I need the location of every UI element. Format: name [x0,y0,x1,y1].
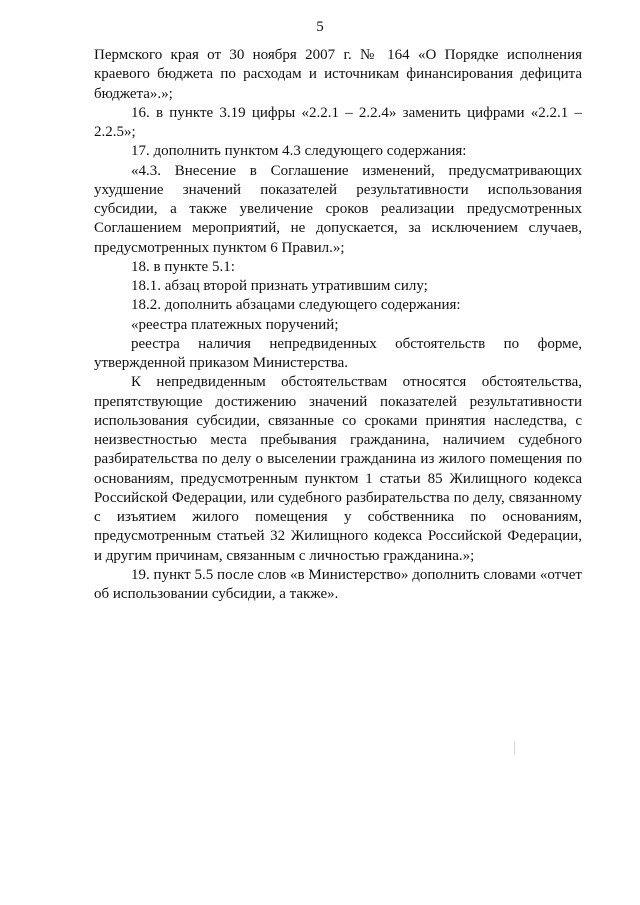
paragraph-item-16: 16. в пункте 3.19 цифры «2.2.1 – 2.2.4» заменить цифрами «2.2.1 – 2.2.5»; [94,104,582,140]
paragraph-payment-registry: «реестра платежных поручений; [131,316,339,333]
document-body [94,46,582,604]
scan-mark [514,742,515,754]
paragraph-circumstances-definition: К непредвиденным обстоятельствам относятся обстоятельства, препятствующие достижению значений показателей результативности использования субсидии, связанные со сроками принятия наследства, с неизвестностью места пребывания гражданина, наличием судебного разбирательства по делу о выселении гражданина из жилого помещения по основаниям, предусмотренным пунктом 1 статьи 85 Жилищного кодекса Российской Федерации, или судебного разбирательства по делу, связанному с изъятием жилого помещения у собственника по основаниям, предусмотренным статьей 32 Жилищного кодекса Российской Федерации, и другим причинам, связанным с личностью гражданина.»; [94,374,582,564]
paragraph-item-18-1: 18.1. абзац второй признать утратившим силу; [131,278,428,294]
paragraph-item-17: 17. дополнить пунктом 4.3 следующего содержания: [131,143,467,160]
paragraph-clause-4-3: «4.3. Внесение в Соглашение изменений, предусматривающих ухудшение значений показателей результативности использования субсидии, а также увеличение сроков реализации предусмотренных Соглашением мероприятий, не допускается, за исключением случаев, предусмотренных пунктом 6 Правил.»; [94,162,582,256]
paragraph-circumstances-registry: реестра наличия непредвиденных обстоятельств по форме, утвержденной приказом Министерства. [94,335,582,371]
page-number: 5 [316,19,324,35]
paragraph-continuation: Пермского края от 30 ноября 2007 г. № 164 «О Порядке исполнения краевого бюджета по расходам и источникам финансирования дефицита бюджета».»; [94,47,582,102]
paragraph-item-18-2: 18.2. дополнить абзацами следующего содержания: [131,297,461,314]
paragraph-item-18: 18. в пункте 5.1: [131,258,235,275]
paragraph-item-19: 19. пункт 5.5 после слов «в Министерство» дополнить словами «отчет об использовании субсидии, а также». [94,566,582,602]
